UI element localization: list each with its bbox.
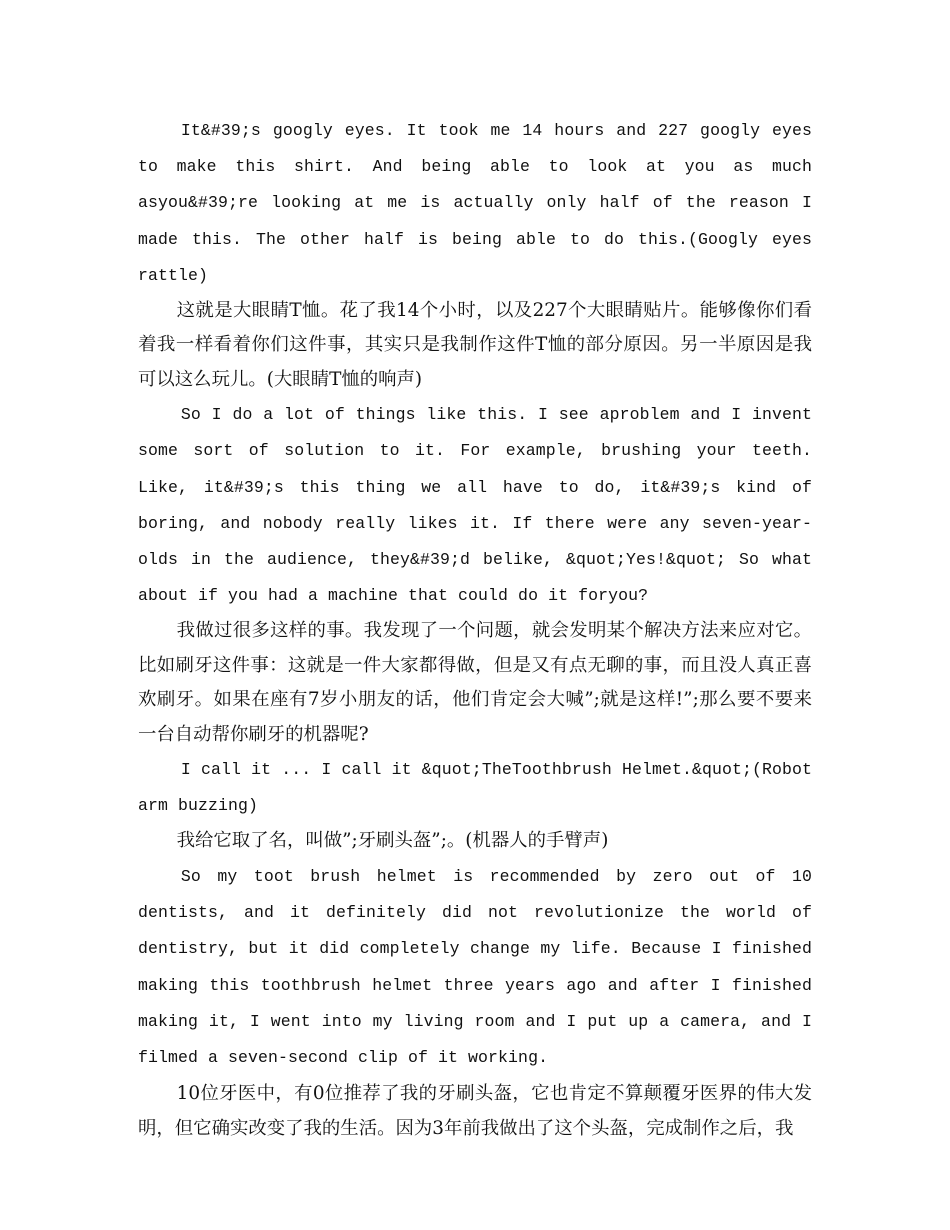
paragraph-en-brushing-teeth: So I do a lot of things like this. I see aproblem and I invent some sort of solution to it. For example, brushing your teeth. Like, it&#39;s this thing we all have to do, it&#39;s kind of boring, and nobody really likes it. If there were any seven-year-olds in the audience, they&#39;d belike, &quot;Yes!&quot; So what about if you had a machine that could do it foryou? bbox=[138, 405, 812, 606]
paragraph-zh-googly-eyes: 这就是大眼睛T恤。花了我14个小时，以及227个大眼睛贴片。能够像你们看着我一样看着你们这件事，其实只是我制作这件T恤的部分原因。另一半原因是我可以这么玩儿。(大眼睛T恤的响声) bbox=[138, 300, 812, 390]
paragraph-zh-toothbrush-helmet: 我给它取了名，叫做”;牙刷头盔”;。(机器人的手臂声) bbox=[176, 830, 609, 852]
paragraph-zh-brushing-teeth: 我做过很多这样的事。我发现了一个问题，就会发明某个解决方法来应对它。比如刷牙这件事：这就是一件大家都得做，但是又有点无聊的事，而且没人真正喜欢刷牙。如果在座有7岁小朋友的话，他们肯定会大喊”;就是这样!”;那么要不要来一台自动帮你刷牙的机器呢? bbox=[138, 620, 812, 745]
paragraph-zh-dentists: 10位牙医中，有0位推荐了我的牙刷头盔，它也肯定不算颠覆牙医界的伟大发明，但它确实改变了我的生活。因为3年前我做出了这个头盔，完成制作之后，我 bbox=[138, 1083, 812, 1139]
paragraph-en-googly-eyes: It&#39;s googly eyes. It took me 14 hours and 227 googly eyes to make this shirt. And being able to look at you as much asyou&#39;re looking at me is actually only half of the reason I made this. The other half is being able to do this.(Googly eyes rattle) bbox=[138, 121, 812, 285]
document-body bbox=[138, 113, 812, 1146]
paragraph-en-toothbrush-helmet: I call it ... I call it &quot;TheToothbrush Helmet.&quot;(Robot arm buzzing) bbox=[138, 760, 812, 816]
paragraph-en-dentists: So my toot brush helmet is recommended by zero out of 10 dentists, and it definitely did not revolutionize the world of dentistry, but it did completely change my life. Because I finished making this toothbrush helmet three years ago and after I finished making it, I went into my living room and I put up a camera, and I filmed a seven-second clip of it working. bbox=[138, 866, 812, 1067]
